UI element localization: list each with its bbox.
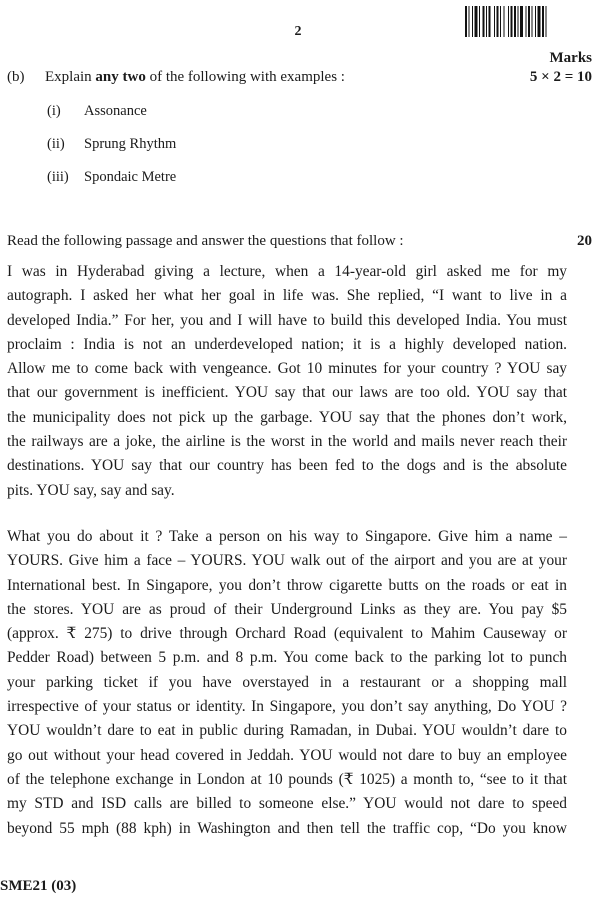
list-item-text: Spondaic Metre — [84, 169, 177, 185]
text-line: I was in Hyderabad giving a lecture, when a 14-year-old girl asked me for my — [7, 263, 567, 280]
list-item — [47, 136, 176, 153]
text-line: YOURS. Give him a face – YOURS. YOU walk out of the airport and you are at your — [7, 552, 567, 570]
list-item-text: Assonance — [84, 103, 147, 119]
text-line: developed India.” For her, you and I will have to build this developed India. You must — [7, 311, 567, 329]
text-line: the stores. YOU are as proud of their Underground Links as they are. You pay $5 — [7, 600, 567, 618]
question-b-label: (b) — [7, 69, 25, 85]
page-number: 2 — [294, 24, 302, 39]
text-line: that our government is inefficient. YOU say that our laws are too old. YOU say that — [7, 384, 567, 402]
text-line: Pedder Road) between 5 p.m. and 8 p.m. You come back to the parking lot to punch — [7, 649, 567, 667]
text-line: destinations. YOU say that our country has been fed to the dogs and is the absolute — [7, 457, 567, 475]
passage-marks: 20 — [577, 233, 592, 249]
text-line: proclaim : India is not an underdeveloped nation; it is a highly developed nation. — [7, 335, 567, 353]
instruction-prefix: Explain — [45, 69, 96, 85]
list-item — [47, 169, 176, 186]
text-line: your parking ticket if you have overstayed in a restaurant or a shopping mall — [7, 673, 567, 691]
text-line: autograph. I asked her what her goal in life was. She replied, “I want to live in a — [7, 287, 567, 305]
question-b-marks: 5 × 2 = 10 — [529, 69, 592, 85]
text-line: pits. YOU say, say and say. — [7, 481, 175, 499]
list-item-number: (ii) — [47, 136, 65, 152]
passage-instruction: Read the following passage and answer the questions that follow : — [7, 233, 404, 249]
list-item — [47, 103, 147, 120]
question-b-instruction — [45, 69, 345, 86]
text-line: International best. In Singapore, you don’t throw cigarette butts on the roads or eat in — [7, 576, 567, 594]
passage-paragraph-1 — [7, 260, 567, 503]
passage-paragraph-2 — [7, 525, 567, 841]
text-line: of the telephone exchange in London at 10 pounds (₹ 1025) a month to, “see to it that — [7, 770, 567, 788]
marks-column-heading: Marks — [549, 50, 592, 66]
paper-code: SME21 (03) — [0, 878, 77, 894]
text-line: YOU wouldn’t dare to eat in public during Ramadan, in Dubai. YOU wouldn’t dare to — [7, 722, 567, 740]
barcode-image — [464, 6, 589, 37]
text-line: my STD and ISD calls are billed to someone else.” YOU would not dare to speed — [7, 795, 567, 813]
list-item-text: Sprung Rhythm — [84, 136, 177, 152]
bleed-through-shadow — [300, 125, 310, 135]
text-line: beyond 55 mph (88 kph) in Washington and then tell the traffic cop, “Do you know — [7, 819, 567, 837]
text-line: the railways are a joke, the airline is the worst in the world and mails never reach their — [7, 433, 567, 451]
instruction-emphasis: any two — [95, 69, 146, 85]
text-line: (approx. ₹ 275) to drive through Orchard Road (equivalent to Mahim Causeway or — [7, 625, 567, 643]
text-line: What you do about it ? Take a person on his way to Singapore. Give him a name – — [7, 528, 567, 545]
list-item-number: (i) — [47, 103, 61, 119]
text-line: Allow me to come back with vengeance. Got 10 minutes for your country ? YOU say — [7, 360, 567, 378]
list-item-number: (iii) — [47, 169, 69, 185]
text-line: irrespective of your status or identity. In Singapore, you don’t say anything, Do YOU ? — [7, 698, 567, 716]
instruction-suffix: of the following with examples : — [145, 69, 345, 85]
text-line: go out without your head covered in Jeddah. YOU would not dare to buy an employee — [7, 746, 567, 764]
text-line: the municipality does not pick up the garbage. YOU say that the phones don’t work, — [7, 408, 567, 426]
